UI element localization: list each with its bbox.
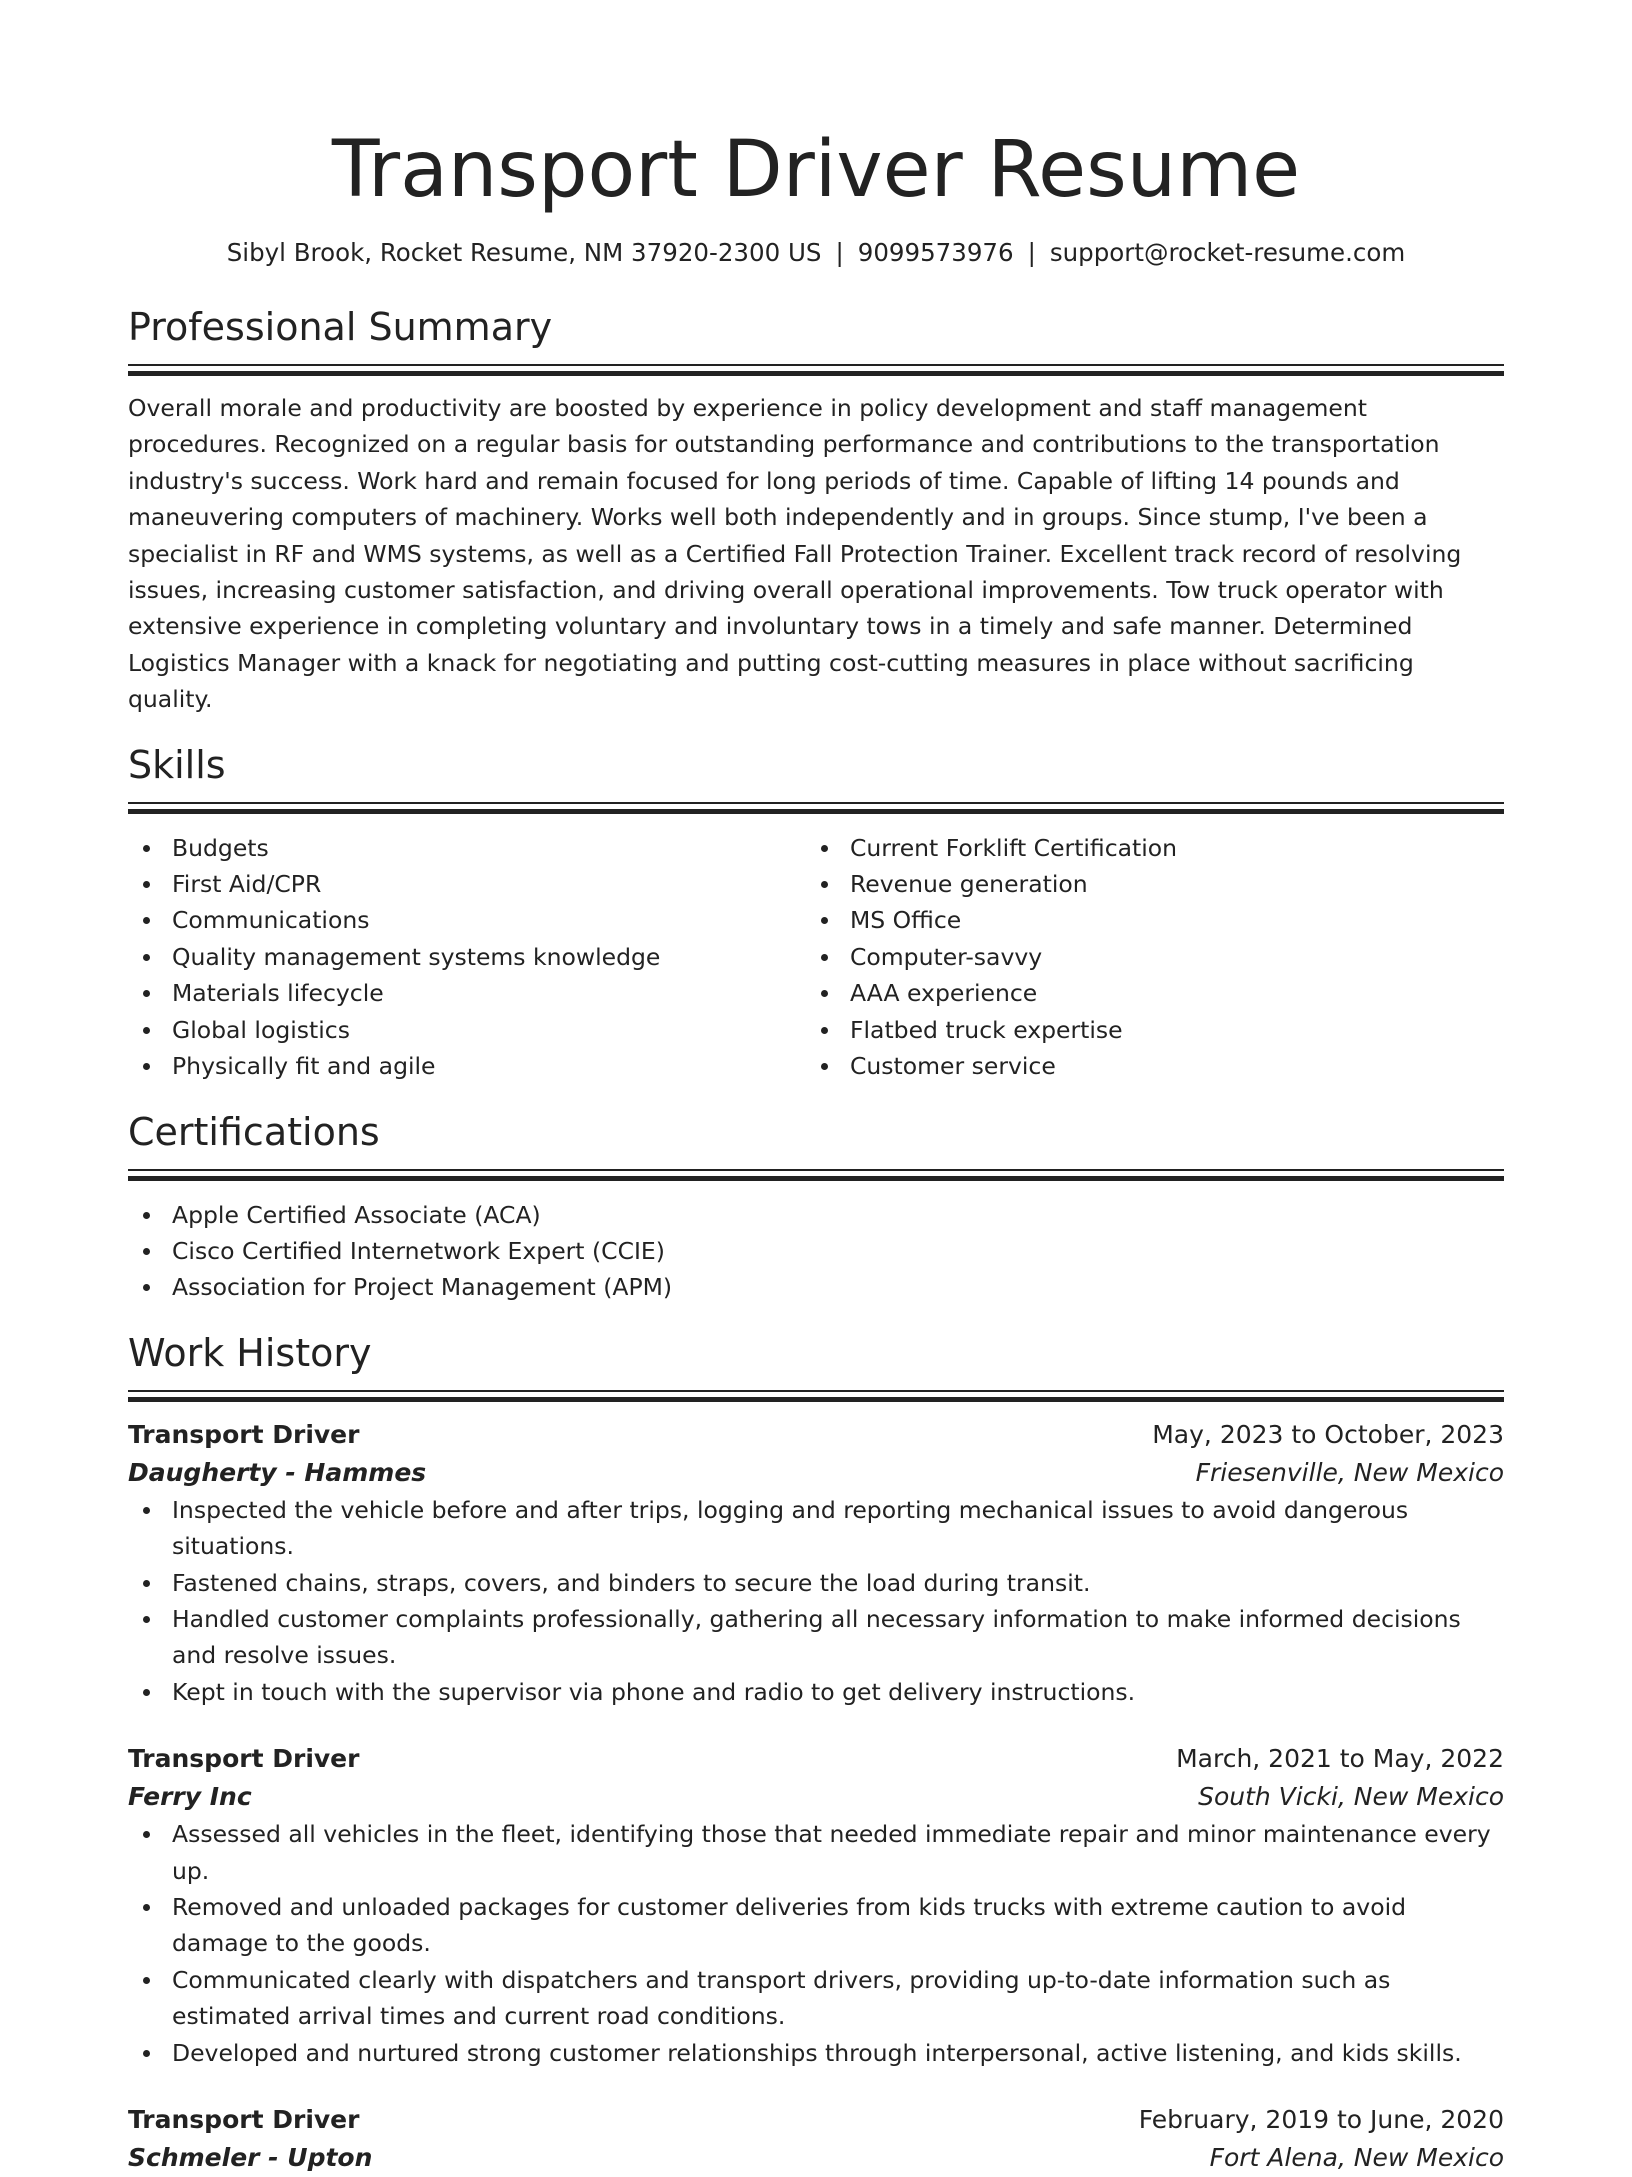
skills-list-left [128,830,806,1085]
job-subheader [128,2139,1504,2177]
section-divider [128,1169,1504,1181]
job-bullets [128,1492,1504,1710]
job-header [128,1740,1504,1778]
job-dates: March, 2021 to May, 2022 [1176,1744,1504,1774]
skill-item: Current Forklift Certification [806,830,1484,866]
skills-section [128,740,1504,1085]
contact-separator: | [835,238,844,267]
certifications-list [128,1197,1504,1306]
skill-item: Materials lifecycle [128,975,806,1011]
skill-item: Physically fit and agile [128,1048,806,1084]
job-header [128,2101,1504,2139]
skill-item: Revenue generation [806,866,1484,902]
job-bullet: Removed and unloaded packages for customer deliveries from kids trucks with extreme caution to avoid damage to the goods. [128,1889,1504,1962]
section-heading-certifications: Certifications [128,1109,380,1154]
job-company: Daugherty - Hammes [128,1457,427,1487]
job-title: Transport Driver [128,1744,360,1774]
skills-columns [128,830,1504,1085]
skill-item: Computer-savvy [806,939,1484,975]
section-heading-work-history: Work History [128,1330,372,1375]
job-bullet: Handled customer complaints professionally, gathering all necessary information to make informed decisions and resolve issues. [128,1601,1504,1674]
work-history-section [128,1328,1504,2177]
skill-item: Customer service [806,1048,1484,1084]
job-subheader [128,1454,1504,1492]
job-location: Friesenville, New Mexico [1195,1457,1504,1487]
section-divider [128,364,1504,376]
job-bullet: Inspected the vehicle before and after trips, logging and reporting mechanical issues to avoid dangerous situations. [128,1492,1504,1565]
certification-item: Association for Project Management (APM) [128,1269,1504,1305]
certification-item: Apple Certified Associate (ACA) [128,1197,1504,1233]
section-heading-summary: Professional Summary [128,305,553,349]
contact-phone: 9099573976 [857,238,1014,267]
job-location: South Vicki, New Mexico [1198,1782,1504,1812]
section-divider [128,1390,1504,1402]
job-entry [128,1740,1504,2071]
summary-text: Overall morale and productivity are boosted by experience in policy development and staff management procedures. Recognized on a regular basis for outstanding performance and contributions to the transportation industry's success. Work hard and remain focused for long periods of time. Capable of lifting 14 pounds and maneuvering computers of machinery. Works well both independently and in groups. Since stump, I've been a specialist in RF and WMS systems, as well as a Certified Fall Protection Trainer. Excellent track record of resolving issues, increasing customer satisfaction, and driving overall operational improvements. Tow truck operator with extensive experience in completing voluntary and involuntary tows in a timely and safe manner. Determined Logistics Manager with a knack for negotiating and putting cost-cutting measures in place without sacrificing quality. [128,394,1462,714]
job-bullet: Assessed all vehicles in the fleet, identifying those that needed immediate repair and minor maintenance every up. [128,1816,1504,1889]
section-divider [128,802,1504,814]
job-title: Transport Driver [128,2105,360,2134]
skill-item: MS Office [806,902,1484,938]
skill-item: AAA experience [806,975,1484,1011]
job-title: Transport Driver [128,1419,360,1449]
resume-page [128,0,1504,2177]
job-header [128,1416,1504,1454]
job-bullet: Fastened chains, straps, covers, and binders to secure the load during transit. [128,1565,1504,1601]
section-heading-skills: Skills [128,742,226,787]
summary-section [128,302,1504,718]
skill-item: Flatbed truck expertise [806,1012,1484,1048]
skills-list-right [806,830,1484,1085]
skill-item: Global logistics [128,1012,806,1048]
job-bullet: Developed and nurtured strong customer relationships through interpersonal, active listening, and kids skills. [128,2035,1504,2071]
skill-item: Communications [128,902,806,938]
skill-item: Quality management systems knowledge [128,939,806,975]
job-entry [128,1416,1504,1710]
job-subheader [128,1778,1504,1816]
skill-item: First Aid/CPR [128,866,806,902]
resume-title: Transport Driver Resume [331,125,1301,215]
job-location: Fort Alena, New Mexico [1209,2143,1504,2172]
job-bullet: Communicated clearly with dispatchers and transport drivers, providing up-to-date information such as estimated arrival times and current road conditions. [128,1962,1504,2035]
job-company: Schmeler - Upton [128,2143,373,2172]
job-entry [128,2101,1504,2177]
certification-item: Cisco Certified Internetwork Expert (CCIE) [128,1233,1504,1269]
skill-item: Budgets [128,830,806,866]
contact-separator: | [1027,238,1036,267]
job-company: Ferry Inc [128,1782,252,1812]
job-dates: May, 2023 to October, 2023 [1152,1419,1504,1449]
contact-address: Sibyl Brook, Rocket Resume, NM 37920-2300 US [226,238,822,267]
certifications-section [128,1107,1504,1306]
job-bullet: Kept in touch with the supervisor via phone and radio to get delivery instructions. [128,1674,1504,1710]
contact-email[interactable]: support@rocket-resume.com [1049,238,1406,267]
job-bullets [128,1816,1504,2071]
contact-line [128,236,1504,270]
job-dates: February, 2019 to June, 2020 [1138,2105,1504,2134]
